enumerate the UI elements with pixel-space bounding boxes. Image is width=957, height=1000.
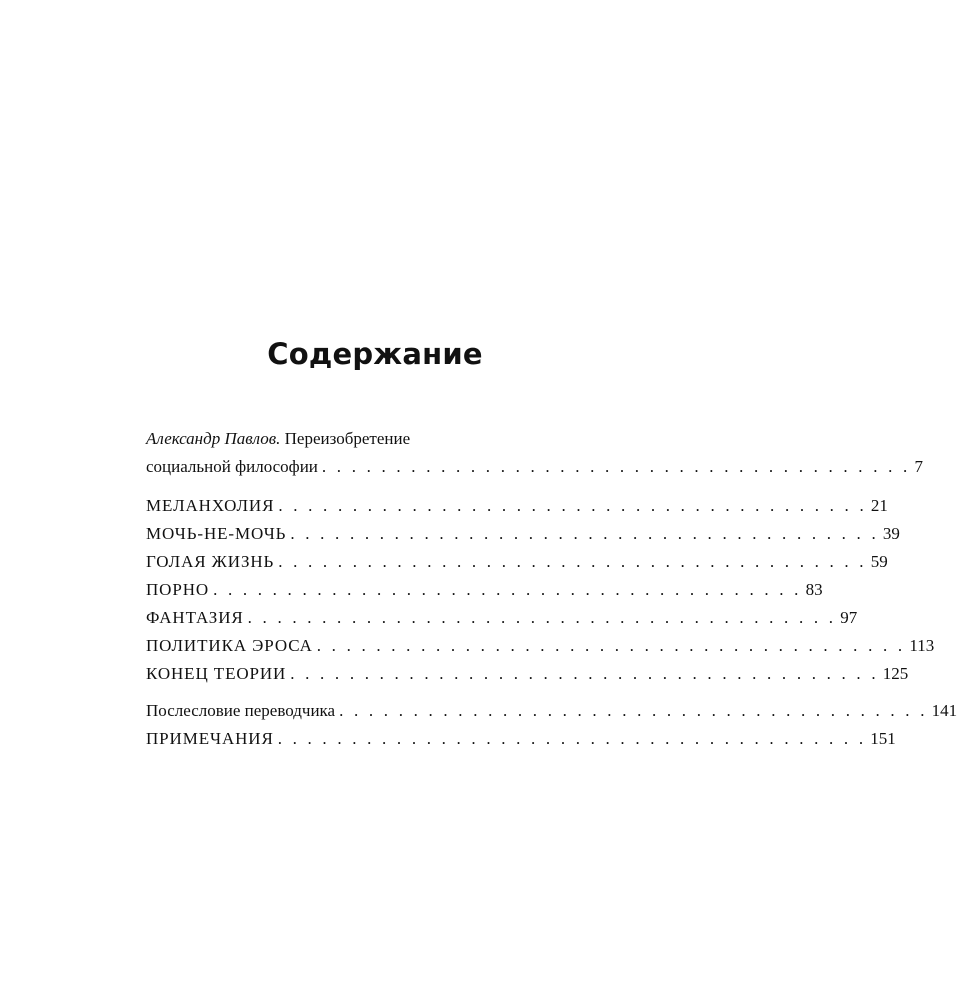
toc-page-number: 7 <box>914 457 923 476</box>
toc-entry-label: ГОЛАЯ ЖИЗНЬ <box>146 552 275 571</box>
toc-entry-afterword <box>146 697 957 725</box>
toc-entry-label: ФАНТАЗИЯ <box>146 608 244 627</box>
toc-page-number: 125 <box>882 664 909 683</box>
toc-page-number: 113 <box>909 636 935 655</box>
toc-entry-chapter <box>146 604 858 632</box>
toc-intro-author: Александр Павлов. <box>146 429 281 448</box>
dot-leader: . . . . . . . . . . . . . . . . . . . . . . . . . . . . . . . . . . . . . . . . <box>278 552 867 571</box>
dot-leader: . . . . . . . . . . . . . . . . . . . . . . . . . . . . . . . . . . . . . . . . <box>213 580 802 599</box>
toc-entry-chapter <box>146 520 900 548</box>
toc-intro-line1 <box>146 425 500 453</box>
toc-entry-label: Послесловие переводчика <box>146 701 336 720</box>
toc-entry-chapter <box>146 576 823 604</box>
toc-entry-label: КОНЕЦ ТЕОРИИ <box>146 664 287 683</box>
dot-leader: . . . . . . . . . . . . . . . . . . . . . . . . . . . . . . . . . . . . . . . . <box>290 664 879 683</box>
toc-entry-label: МОЧЬ-НЕ-МОЧЬ <box>146 524 287 543</box>
toc-page-number: 21 <box>870 496 888 515</box>
toc-entry-chapter <box>146 548 888 576</box>
dot-leader: . . . . . . . . . . . . . . . . . . . . . . . . . . . . . . . . . . . . . . . . <box>247 608 837 627</box>
toc-entry-notes <box>146 725 896 753</box>
toc-entry-label: ПРИМЕЧАНИЯ <box>146 729 274 748</box>
toc-page-number: 151 <box>870 729 896 748</box>
toc-entry-label: ПОЛИТИКА ЭРОСА <box>146 636 313 655</box>
toc-page-number: 39 <box>882 524 900 543</box>
toc-intro-title-part2: социальной философии <box>146 457 318 476</box>
toc-entry-chapter <box>146 632 935 660</box>
toc-entry-chapter <box>146 660 909 688</box>
toc-intro-line2 <box>146 453 923 481</box>
dot-leader: . . . . . . . . . . . . . . . . . . . . . . . . . . . . . . . . . . . . . . . . <box>339 701 928 720</box>
dot-leader: . . . . . . . . . . . . . . . . . . . . . . . . . . . . . . . . . . . . . . . . <box>290 524 879 543</box>
toc-entry-label: ПОРНО <box>146 580 210 599</box>
toc-page-number: 141 <box>931 701 957 720</box>
toc-entry-chapter <box>146 492 888 520</box>
dot-leader: . . . . . . . . . . . . . . . . . . . . . . . . . . . . . . . . . . . . . . . . <box>321 457 911 476</box>
toc-page-number: 59 <box>870 552 888 571</box>
toc-entry-label: МЕЛАНХОЛИЯ <box>146 496 275 515</box>
toc-page-number: 97 <box>840 608 858 627</box>
dot-leader: . . . . . . . . . . . . . . . . . . . . . . . . . . . . . . . . . . . . . . . . <box>316 636 906 655</box>
dot-leader: . . . . . . . . . . . . . . . . . . . . . . . . . . . . . . . . . . . . . . . . <box>277 729 867 748</box>
dot-leader: . . . . . . . . . . . . . . . . . . . . . . . . . . . . . . . . . . . . . . . . <box>278 496 867 515</box>
toc-intro-title-part1: Переизобретение <box>284 429 411 448</box>
table-of-contents <box>146 425 957 753</box>
page-title: Содержание <box>267 337 483 371</box>
toc-page-number: 83 <box>805 580 823 599</box>
